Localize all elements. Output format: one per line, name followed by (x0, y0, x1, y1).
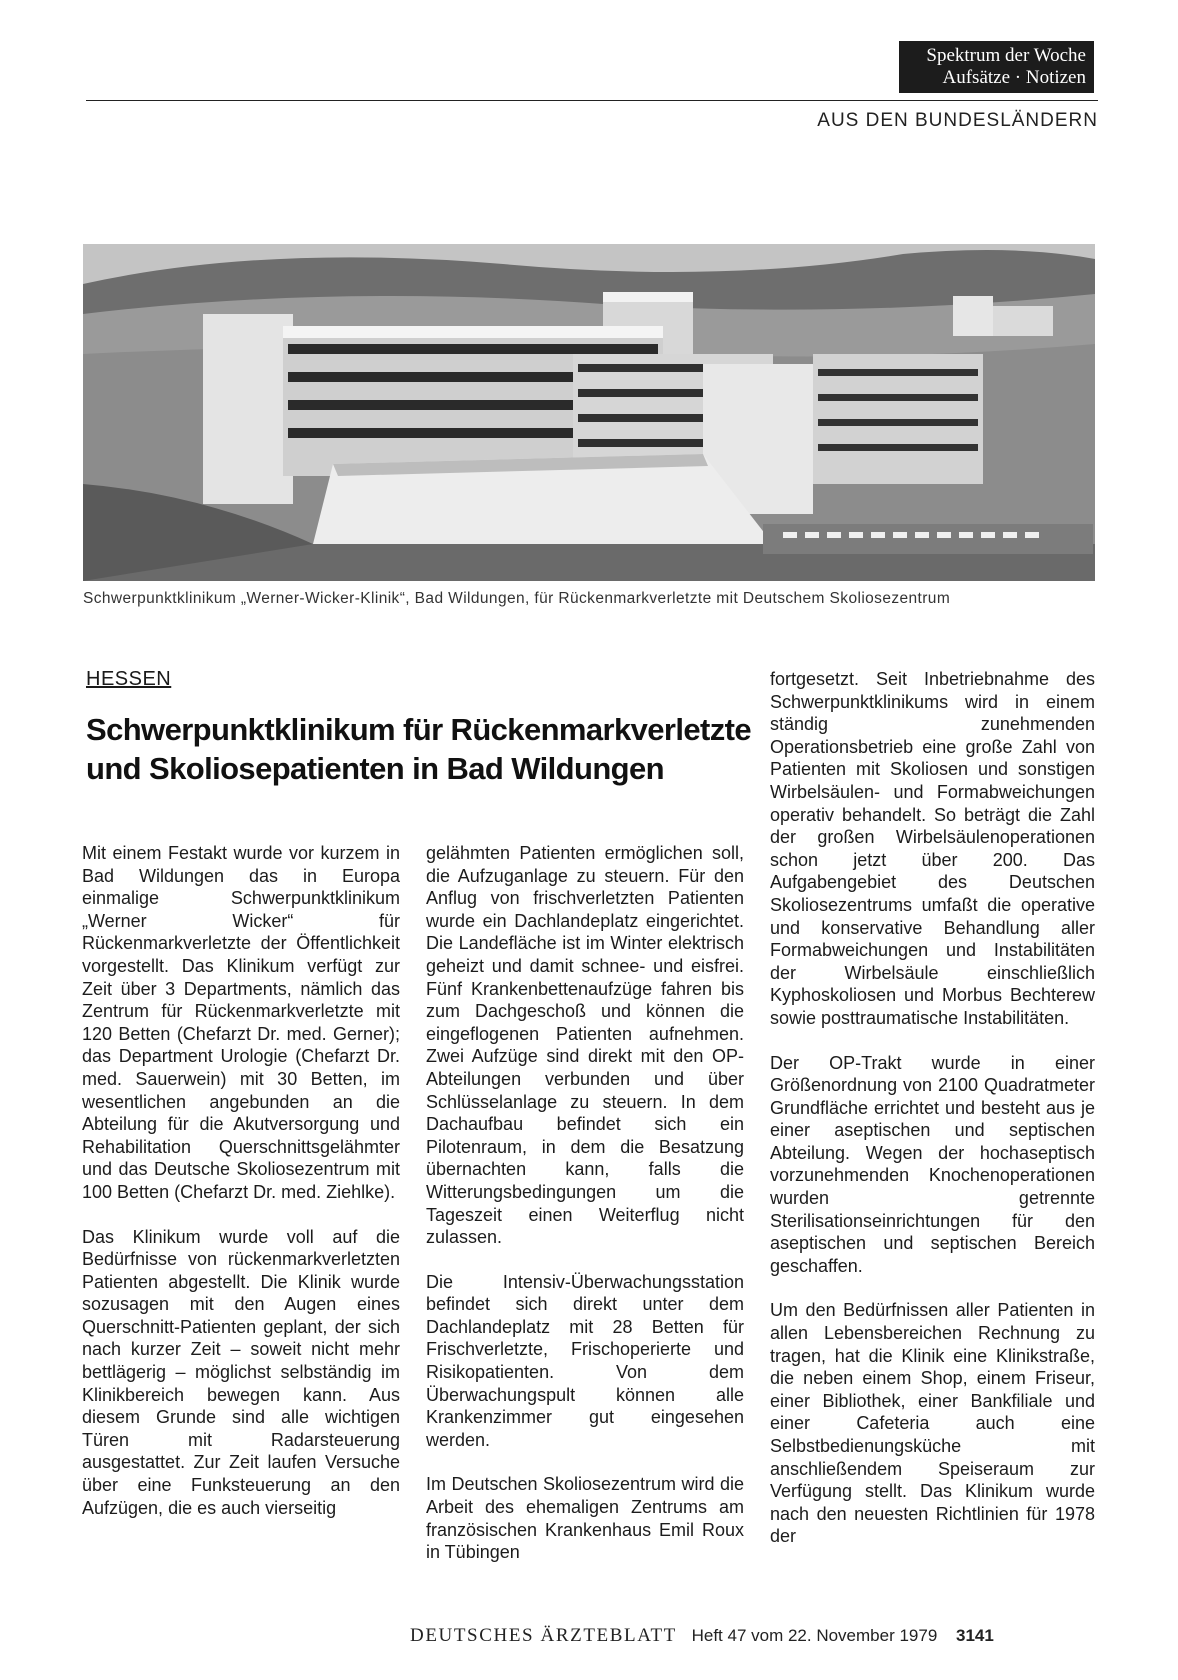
region-label: HESSEN (86, 668, 172, 690)
page-number: 3141 (956, 1626, 994, 1645)
issue-info: Heft 47 vom 22. November 1979 (691, 1626, 938, 1645)
header-rule (86, 100, 1098, 101)
paragraph: Um den Bedürfnissen aller Patienten in allen Lebensbereichen Rechnung zu tragen, hat die Klinik eine Klinikstraße, die neben einem Shop, einem Friseur, einer Bibliothek, einer Bankfiliale und einer Cafeteria auch eine Selbstbedienungsküche mit anschließendem Speiseraum zur Verfügung stellt. Das Klinikum wurde nach den neuesten Richtlinien für 1978 der (770, 1300, 1095, 1547)
paragraph: Der OP-Trakt wurde in einer Größenordnung von 2100 Quadratmeter Grundfläche errichtet und besteht aus je einer aseptischen und septischen Abteilung. Wegen der hochaseptisch vorzunehmenden Knochenoperationen wurden getrennte Sterilisationseinrichtungen für den aseptischen und septischen Bereich geschaffen. (770, 1052, 1095, 1276)
paragraph: fortgesetzt. Seit Inbetriebnahme des Schwerpunktklinikums wird in einem ständig zunehmenden Operationsbetrieb eine große Zahl von Patienten mit Skoliosen und sonstigen Wirbelsäulen- und Formabweichungen operativ behandelt. So beträgt die Zahl der großen Wirbelsäulenoperationen schon jetzt über 200. Das Aufgabengebiet des Deutschen Skoliosezentrums umfaßt die operative und konservative Behandlung aller Formabweichungen und Instabilitäten der Wirbelsäule einschließlich Kyphoskoliosen und Morbus Bechterew sowie posttraumatische Instabilitäten. (770, 669, 1095, 1028)
paragraph: Mit einem Festakt wurde vor kurzem in Bad Wildungen das in Europa einmalige Schwerpunktklinikum „Werner Wicker“ für Rückenmarkverletzte der Öffentlichkeit vorgestellt. Das Klinikum verfügt zur Zeit über 3 Departments, nämlich das Zentrum für Rückenmarkverletzte mit 120 Betten (Chefarzt Dr. med. Gerner); das Department Urologie (Chefarzt Dr. med. Sauerwein) mit 30 Betten, im wesentlichen angebunden an die Abteilung für die Akutversorgung und Rehabilitation Querschnittsgelähmter und das Deutsche Skoliosezentrum mit 100 Betten (Chefarzt Dr. med. Ziehlke). (82, 843, 400, 1202)
paragraph: Im Deutschen Skoliosezentrum wird die Arbeit des ehemaligen Zentrums am französischen Krankenhaus Emil Roux in Tübingen (426, 1474, 744, 1563)
column-2 (426, 842, 744, 1586)
paragraph: Das Klinikum wurde voll auf die Bedürfnisse von rückenmarkverletzten Patienten abgestellt. Die Klinik wurde sozusagen mit den Augen eines Querschnitt-Patienten geplant, der sich nach kurzer Zeit – soweit nicht mehr bettlägerig – möglichst selbständig im Klinikbereich bewegen kann. Aus diesem Grunde sind alle wichtigen Türen mit Radarsteuerung ausgestattet. Zur Zeit laufen Versuche über eine Funksteuerung an den Aufzügen, die es auch vierseitig (82, 1226, 400, 1518)
paragraph: Die Intensiv-Überwachungsstation befindet sich direkt unter dem Dachlandeplatz mit 28 Betten für Frischverletzte, Frischoperierte und Risikopatienten. Von dem Überwachungspult können alle Krankenzimmer gut eingesehen werden. (426, 1271, 744, 1450)
column-1 (82, 842, 400, 1541)
clinic-building-illustration (83, 244, 1095, 581)
badge-line-1: Spektrum der Woche (926, 45, 1086, 66)
section-badge (899, 41, 1094, 93)
journal-name: DEUTSCHES ÄRZTEBLATT (410, 1625, 677, 1646)
section-label: AUS DEN BUNDESLÄNDERN (817, 110, 1098, 131)
paragraph: gelähmten Patienten ermöglichen soll, die Aufzuganlage zu steuern. Für den Anflug von frischverletzten Patienten wurde ein Dachlandeplatz eingerichtet. Die Landefläche ist im Winter elektrisch geheizt und damit schnee- und eisfrei. Fünf Krankenbettenaufzüge fahren bis zum Dachgeschoß und können die eingeflogenen Patienten aufnehmen. Zwei Aufzüge sind direkt mit den OP-Abteilungen verbunden und über Schlüsselanlage zu steuern. In dem Dachaufbau befindet sich ein Pilotenraum, in dem die Besatzung übernachten kann, falls die Witterungsbedingungen um die Tageszeit einen Weiterflug nicht zulassen. (426, 843, 744, 1248)
clinic-photo (83, 244, 1095, 581)
page-footer (410, 1625, 994, 1647)
article-title: Schwerpunktklinikum für Rückenmarkverletzte und Skoliosepatienten in Bad Wildungen (86, 712, 752, 786)
badge-line-2: Aufsätze · Notizen (942, 67, 1086, 88)
column-3 (770, 668, 1095, 1570)
photo-caption: Schwerpunktklinikum „Werner-Wicker-Klinik“, Bad Wildungen, für Rückenmarkverletzte mit Deutschem Skoliosezentrum (83, 590, 951, 607)
